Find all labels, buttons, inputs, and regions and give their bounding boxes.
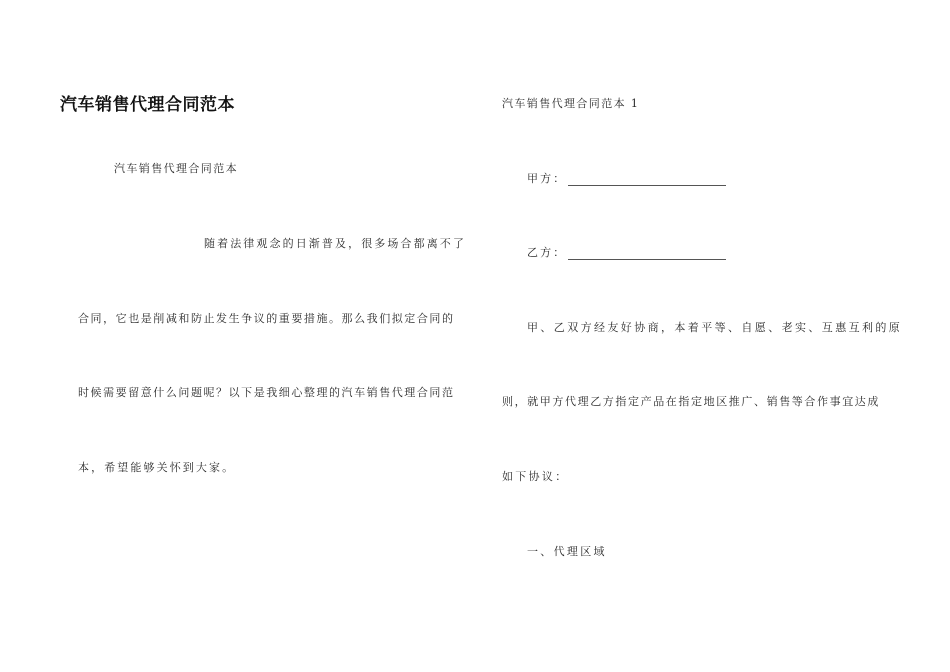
intro-line-2: 合同，它也是削减和防止发生争议的重要措施。那么我们拟定合同的 bbox=[78, 312, 455, 325]
agreement-line-1: 甲、乙双方经友好协商，本着平等、自愿、老实、互惠互利的原 bbox=[527, 321, 903, 334]
intro-line-4: 本，希望能够关怀到大家。 bbox=[78, 461, 236, 474]
party-a-blank bbox=[568, 175, 726, 186]
party-a-label: 甲方： bbox=[527, 172, 567, 185]
party-a-field bbox=[527, 170, 726, 186]
intro-line-3: 时候需要留意什么问题呢？以下是我细心整理的汽车销售代理合同范 bbox=[78, 386, 455, 399]
intro-line-1: 随着法律观念的日渐普及，很多场合都离不了 bbox=[204, 237, 466, 250]
party-b-blank bbox=[568, 249, 726, 260]
party-b-label: 乙方： bbox=[527, 246, 567, 259]
section-1-heading: 一、代理区域 bbox=[527, 545, 607, 558]
subtitle: 汽车销售代理合同范本 bbox=[114, 162, 238, 175]
agreement-line-2: 则，就甲方代理乙方指定产品在指定地区推广、销售等合作事宜达成 bbox=[502, 395, 880, 408]
agreement-line-3: 如下协议： bbox=[502, 470, 569, 483]
contract-heading: 汽车销售代理合同范本 1 bbox=[502, 97, 640, 110]
party-b-field bbox=[527, 244, 726, 260]
document-title: 汽车销售代理合同范本 bbox=[60, 95, 235, 115]
